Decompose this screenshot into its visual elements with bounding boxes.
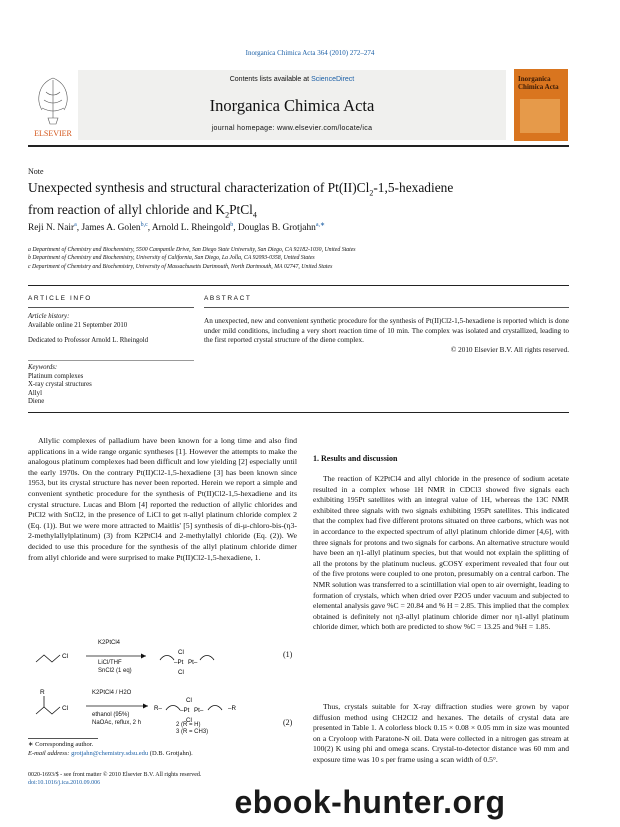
eq1-conditions: SnCl2 (1 eq) (98, 668, 132, 674)
info-rule-bottom (28, 412, 569, 413)
eq2-reagent: K2PtCl4 / H2O (92, 690, 132, 696)
svg-text:Cl: Cl (186, 697, 192, 704)
abstract-heading-rule (204, 307, 569, 308)
equation-1-scheme (28, 636, 297, 680)
affiliation: a Department of Chemistry and Biochemistry, 5500 Campanile Drive, San Diego State University, San Diego, CA 92182-1030, United States (28, 247, 356, 253)
affiliation: c Department of Chemistry and Biochemistry, University of Massachusetts Dartmouth, North Dartmouth, MA 02747, United States (28, 263, 333, 270)
equation-number: (2) (283, 718, 293, 727)
journal-cover-thumbnail: Inorganica Chimica Acta (514, 69, 568, 141)
svg-text:Cl: Cl (178, 649, 184, 656)
corresponding-author-note: ∗ Corresponding author. (28, 741, 94, 748)
footnote-rule (28, 738, 98, 739)
author[interactable]: James A. Golen (81, 223, 141, 234)
equation-2-scheme (28, 684, 297, 736)
svg-text:R: R (40, 689, 45, 696)
affiliations (28, 246, 573, 271)
affiliation: b Department of Chemistry and Biochemistry, University of California, San Diego, La Jolla, CA 92093-0358, United States (28, 255, 315, 262)
info-rule-top (28, 285, 569, 286)
issn-line: 0020-1693/$ - see front matter © 2010 Elsevier B.V. All rights reserved. (28, 772, 202, 778)
svg-text:Pt–: Pt– (188, 659, 198, 666)
journal-homepage[interactable]: journal homepage: www.elsevier.com/locate/ica (211, 125, 373, 132)
svg-text:–Pt: –Pt (174, 659, 184, 666)
keyword: Allyl (28, 389, 42, 397)
author[interactable]: Arnold L. Rheingold (151, 223, 231, 234)
svg-text:–Pt: –Pt (180, 707, 190, 714)
svg-text:Pt–: Pt– (194, 707, 204, 714)
masthead-rule (28, 145, 569, 147)
journal-banner (78, 70, 506, 140)
svg-text:Cl: Cl (178, 669, 184, 676)
svg-text:Cl: Cl (62, 705, 69, 712)
results-paragraph-2: Thus, crystals suitable for X-ray diffraction studies were grown by vapor diffusion method using CH2Cl2 and hexanes. The details of crystal data are presented in Table 1. A colorless block 0.15 × 0.08 × 0.05 mm in size was mounted on a Cryoloop with Paratone-N oil. Data were collected in a nitrogen gas stream at 100(2) K using phi and omega scans. Crystal-to-detector distance was 60 mm and exposure time was 10 s per frame using a scan width of 0.5°. (313, 702, 569, 764)
eq2-conditions: NaOAc, reflux, 2 h (92, 720, 142, 726)
abstract-heading: ABSTRACT (204, 295, 252, 302)
article-info-heading: ARTICLE INFO (28, 295, 92, 302)
eq1-conditions: LiCl/THF (98, 660, 122, 666)
doi-link[interactable]: doi:10.1016/j.ica.2010.09.006 (28, 780, 101, 786)
author[interactable]: Douglas B. Grotjahn (237, 223, 316, 234)
keyword: Platinum complexes (28, 372, 84, 380)
running-head[interactable]: Inorganica Chimica Acta 364 (2010) 272–274 (245, 49, 375, 57)
equation-1 (28, 636, 297, 680)
svg-text:Cl: Cl (62, 653, 69, 660)
keywords-rule (28, 360, 194, 361)
article-history: Article history: Available online 21 September 2010 Dedicated to Professor Arnold L. Rheingold (28, 313, 194, 346)
footnote: ∗ Corresponding author. E-mail address: grotjahn@chemistry.sdsu.edu (D.B. Grotjahn). (28, 741, 297, 758)
sciencedirect-link[interactable]: ScienceDirect (311, 76, 355, 83)
author[interactable]: Reji N. Nair (28, 223, 75, 234)
eq1-reagent: K2PtCl4 (98, 640, 121, 646)
intro-paragraph: Allylic complexes of palladium have been known for a long time and also find applications in a wide range organic syntheses [1]. However the attempts to make the analogous platinum complexes had been difficult and low yielding [2] especially until the early 1970s. On the contrary Pt(II)Cl2-1,5-hexadiene [3] has been known since 1953, but its crystal structure has never been reported. Herein we report a simple and convenient synthetic procedure for the synthesis of Pt(II)Cl2-1,5-hexadiene and its crystal structure. Lucas and Blom [4] reported the reduction of allylic chlorides and PtCl2 with SnCl2, in the presence of LiCl to get π-allyl platinum chloride complex 2 (Eq. (1)). But we were more attracted to Maitlis' [5] synthesis of di-μ-chloro-bis-(η3-2-methylallylplatinum) (3) from K2PtCl4 and 2-methylallyl chloride (Eq. (2)). We decided to use this procedure for the synthesis of the allyl platinum chloride dimer from allyl chloride and were surprised to make Pt(II)Cl2-1,5-hexadiene, 1. (28, 436, 297, 562)
article-title: Unexpected synthesis and structural characterization of $Pt(II)Cl_2-1,5$-hexadiene from reaction of allyl chloride and $K_2PtCl_4$ (28, 180, 454, 220)
abstract-text: An unexpected, new and convenient synthetic procedure for the synthesis of Pt(II)Cl2-1,5-hexadiene is reported which is done under mild conditions, including a very short reaction time of 10 min. The complex was isolated and crystallized, leading to the first reported crystal structure of the diene complex. (204, 317, 569, 345)
contents-line: Contents lists available at ScienceDirect (229, 76, 355, 83)
keyword: X-ray crystal structures (28, 381, 92, 388)
svg-text:R–: R– (154, 705, 162, 712)
keywords: Keywords: Platinum complexes X-ray crystal structures Allyl Diene (28, 364, 194, 407)
svg-text:–R: –R (228, 705, 236, 712)
svg-text:Cl: Cl (186, 717, 192, 724)
watermark: ebook-hunter.org (234, 784, 506, 820)
results-paragraph-1: The reaction of K2PtCl4 and allyl chloride in the presence of sodium acetate resulted in a complex whose 1H NMR in CDCl3 showed five signals each exhibiting 195Pt satellites with an integral value of 1H, whereas the 13C NMR exhibited three signals with two signals exhibiting 195Pt satellites. This indicated that the complex had five different protons situated on three carbons, which was not in accordance to the expected spectrum of allyl platinum chloride dimer [4,6], with three signals for protons and two signals for carbons. An alternative structure would have been an η1-allyl platinum species, but that would not explain the splitting of all the protons by the platinum nucleus. gCOSY experiment revealed that four out of the five protons were coupled to one proton, presumably on a central carbon. The NMR solution was transferred to a scintillation vial open to air overnight, leading to formation of crystals, which when dried over P2O5 under vacuum and subjected to elemental analysis gave %C = 20.84 and % H = 2.85. This implied that the complex obtained is definitely not η3-allyl platinum chloride dimer nor η1-allyl platinum chloride dimer, which both are predicted to show %C = 13.25 and %H = 1.85. (313, 474, 569, 632)
equation-2 (28, 684, 297, 736)
abstract-copyright: © 2010 Elsevier B.V. All rights reserved. (450, 346, 569, 354)
email-link[interactable]: grotjahn@chemistry.sdsu.edu (71, 749, 149, 757)
cover-art (520, 99, 560, 133)
info-heading-rule (28, 307, 194, 308)
equation-number: (1) (283, 650, 293, 659)
section-heading: 1. Results and discussion (313, 454, 398, 463)
eq2-conditions: ethanol (95%) (92, 712, 130, 718)
article-type: Note (28, 167, 44, 176)
eq2-product-label: 2 (R = H) (176, 722, 201, 728)
journal-title: Inorganica Chimica Acta (209, 96, 375, 115)
dedication: Dedicated to Professor Arnold L. Rheingold (28, 337, 149, 344)
eq2-product-label: 3 (R = CH3) (176, 729, 209, 735)
keyword: Diene (28, 398, 45, 405)
author-list: Reji N. Nair$^a$, James A. Golen$^{b,c}$, Arnold L. Rheingold$^b$, Douglas B. Grotjahn$^{a,∗}$ (28, 222, 326, 234)
svg-text:ELSEVIER: ELSEVIER (34, 129, 72, 138)
elsevier-logo (28, 70, 78, 140)
